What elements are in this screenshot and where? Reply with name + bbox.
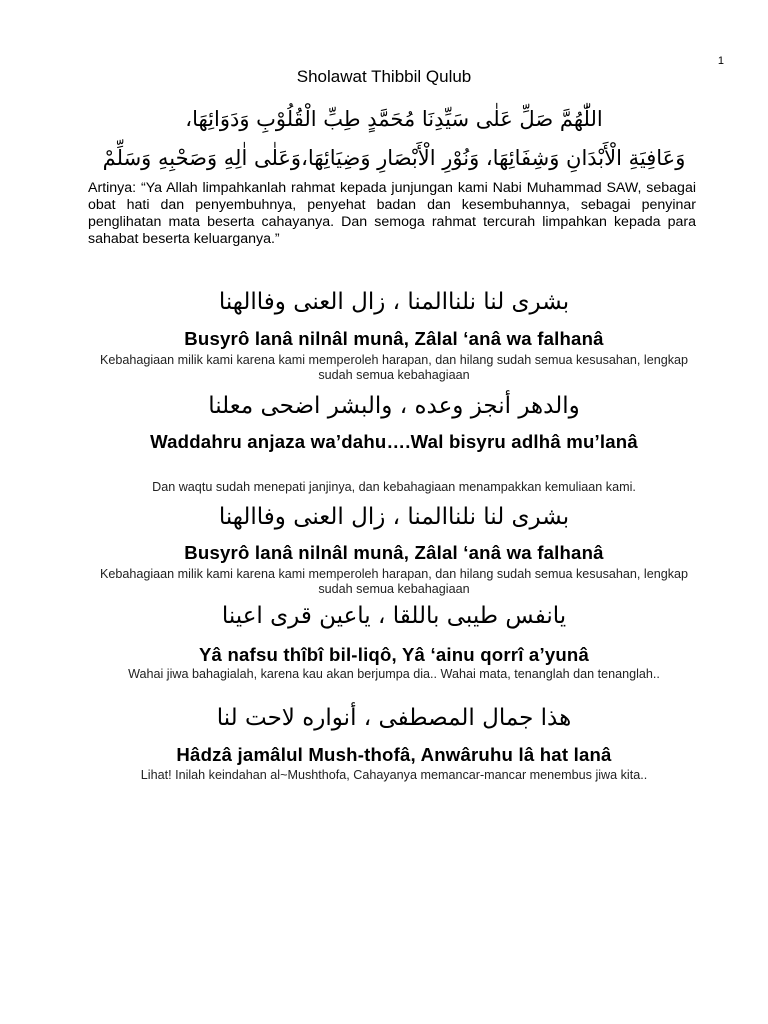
verse-arabic: هذا جمال المصطفى ، أنواره لاحت لنا bbox=[216, 705, 572, 731]
verse-meaning: Kebahagiaan milik kami karena kami memperoleh harapan, dan hilang sudah semua kesusahan, lengkap sudah semua kebahagiaan bbox=[99, 353, 689, 382]
verse-arabic: بشرى لنا نلناالمنا ، زال العنى وفاالهنا bbox=[218, 289, 570, 315]
verse-transliteration: Waddahru anjaza wa’dahu….Wal bisyru adlhâ mu’lanâ bbox=[150, 431, 638, 452]
verse-meaning: Dan waqtu sudah menepati janjinya, dan kebahagiaan menampakkan kemuliaan kami. bbox=[152, 480, 636, 494]
opening-translation: Artinya: “Ya Allah limpahkanlah rahmat kepada junjungan kami Nabi Muhammad SAW, sebagai obat hati dan penyembuhnya, penyehat badan dan kesembuhannya, sebagai penyinar penglihatan mata beserta cahayanya. Dan semoga rahmat tercurah limpahkan kepada para sahabat beserta keluarganya.” bbox=[88, 180, 696, 247]
opening-arabic-line-1: اللّٰهُمَّ صَلِّ عَلٰى سَيِّدِنَا مُحَمَّدٍ طِبِّ الْقُلُوْبِ وَدَوَائِهَا، bbox=[185, 107, 603, 131]
page-title: Sholawat Thibbil Qulub bbox=[296, 67, 472, 86]
verse-arabic: والدهر أنجز وعده ، والبشر اضحى معلنا bbox=[208, 393, 580, 419]
opening-arabic-line-2: وَعَافِيَةِ الْأَبْدَانِ وَشِفَائِهَا، وَنُوْرِ الْأَبْصَارِ وَضِيَائِهَا،وَعَلٰى اٰلِهِ وَصَحْبِهِ وَسَلِّمْ bbox=[102, 146, 686, 170]
verse-transliteration: Hâdzâ jamâlul Mush-thofâ, Anwâruhu lâ hat lanâ bbox=[176, 744, 612, 765]
verse-meaning: Lihat! Inilah keindahan al~Mushthofa, Cahayanya memancar-mancar menembus jiwa kita.. bbox=[140, 768, 648, 782]
verse-meaning: Wahai jiwa bahagialah, karena kau akan berjumpa dia.. Wahai mata, tenanglah dan tenanglah.. bbox=[128, 667, 660, 681]
verse-arabic: يانفس طيبى باللقا ، ياعين قرى اعينا bbox=[221, 603, 567, 629]
verse-arabic: بشرى لنا نلناالمنا ، زال العنى وفاالهنا bbox=[218, 504, 570, 530]
verse-transliteration: Yâ nafsu thîbî bil-liqô, Yâ ‘ainu qorrî a’yunâ bbox=[198, 644, 590, 665]
verse-meaning: Kebahagiaan milik kami karena kami memperoleh harapan, dan hilang sudah semua kesusahan, lengkap sudah semua kebahagiaan bbox=[99, 567, 689, 596]
page-number: 1 bbox=[717, 55, 724, 67]
verse-transliteration: Busyrô lanâ nilnâl munâ, Zâlal ‘anâ wa falhanâ bbox=[184, 542, 604, 563]
verse-transliteration: Busyrô lanâ nilnâl munâ, Zâlal ‘anâ wa falhanâ bbox=[184, 328, 604, 349]
